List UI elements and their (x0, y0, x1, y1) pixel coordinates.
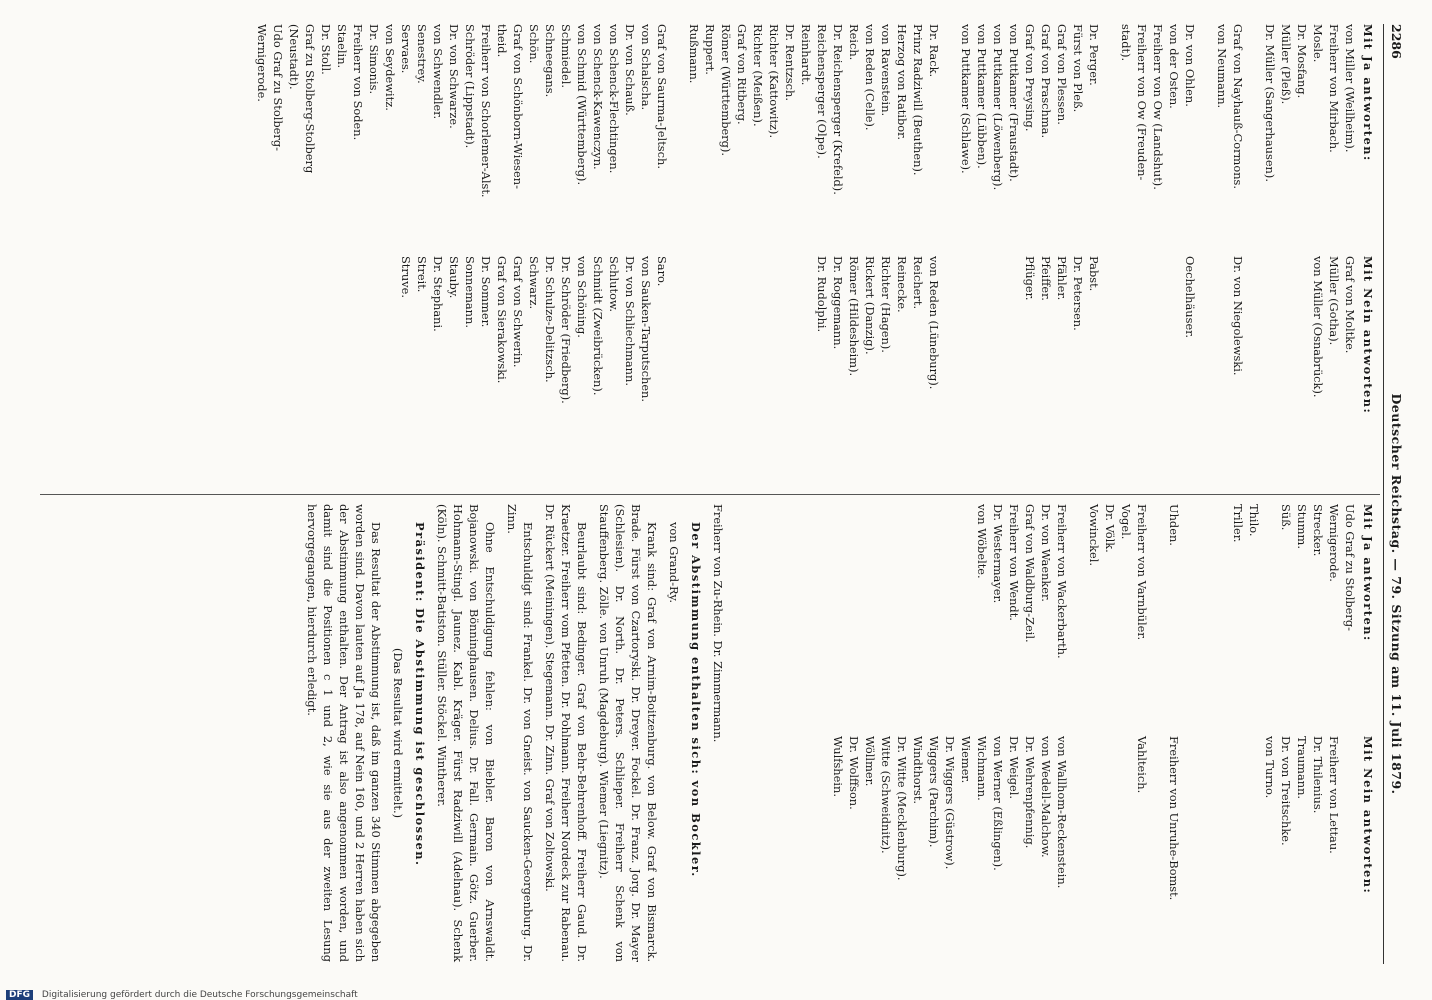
member-entry: Graf von Plessen. (1055, 24, 1069, 125)
member-entry: Richter (Kattowitz). (767, 24, 781, 139)
member-entry: Reinhardt. (799, 24, 813, 86)
list-gap (1102, 24, 1118, 244)
member-entry: Reichensperger (Olpe). (815, 24, 829, 159)
left-yes-list (254, 24, 1376, 244)
member-entry: Wichmann. (975, 736, 989, 801)
member-entry: von Ravenstein. (879, 24, 893, 117)
member-entry: Thilo. (1247, 504, 1261, 537)
list-gap (766, 256, 782, 476)
member-entry: von Sauken-Tarputschen. (639, 256, 653, 403)
member-entry: Dr. Westermayer. (991, 504, 1005, 604)
member-entry: Stauby. (447, 256, 461, 299)
list-gap (1118, 256, 1134, 476)
list-gap (1198, 256, 1214, 476)
list-gap (1150, 256, 1166, 476)
member-entry: Saro. (655, 256, 669, 287)
left-yes-entries (254, 24, 1358, 244)
member-entry: Windthorst. (911, 736, 925, 805)
member-entry: Pabst. (1087, 256, 1101, 292)
member-entry: theid. (495, 24, 509, 58)
member-entry: von Miller (Weilheim). (1343, 24, 1357, 153)
member-entry: Dr. Wehrenpfennig. (1023, 736, 1037, 849)
member-entry: Reich. (847, 24, 861, 61)
member-entry: Freiherr von Lettau. (1327, 736, 1341, 854)
document-page (30, 24, 1410, 964)
member-entry: Dr. von Schauß. (623, 24, 637, 116)
right-yes-list (974, 504, 1376, 724)
member-entry: Uhden. (1167, 504, 1181, 546)
list-gap (1150, 504, 1166, 724)
list-gap (1294, 256, 1310, 476)
member-entry: von Seydewitz. (383, 24, 397, 111)
list-gap (1246, 256, 1262, 476)
section-heading: Präsident: Die Abstimmung ist geschlossen. (413, 522, 427, 867)
running-title: Deutscher Reichstag. — 79. Sitzung am 11. Juli 1879. (1389, 393, 1404, 795)
member-entry: Schlutow. (607, 256, 621, 312)
column-divider (40, 494, 1380, 495)
list-gap (734, 256, 750, 476)
member-entry: von Schöning. (575, 256, 589, 338)
member-entry: Graf von Saurma-Jeltsch. (655, 24, 669, 169)
list-gap (958, 256, 974, 476)
list-gap (942, 256, 958, 476)
member-entry: Dr. Wiggers (Güstrow). (943, 736, 957, 870)
member-entry: Prinz Radziwill (Beuthen). (911, 24, 925, 176)
member-entry: Dr. Witte (Mecklenburg). (895, 736, 909, 881)
list-gap (974, 256, 990, 476)
member-entry: von Werner (Eßlingen). (991, 736, 1005, 871)
list-gap (670, 24, 686, 244)
list-gap (1198, 504, 1214, 724)
member-entry: Graf von Schönborn-Wiesen- (511, 24, 525, 189)
member-entry: Müller (Gotha). (1327, 256, 1341, 346)
member-entry: von Turno. (1263, 736, 1277, 799)
member-entry: Dr. Schulze-Delitzsch. (543, 256, 557, 383)
member-entry: Graf von Nayhauß-Cormons. (1231, 24, 1245, 190)
member-entry: Dr. Weigel. (1007, 736, 1021, 800)
member-entry: Servaes. (399, 24, 413, 74)
member-entry: Dr. Völk. (1103, 504, 1117, 553)
member-entry: Dr. von Schwarze. (447, 24, 461, 129)
member-entry: Streit. (415, 256, 429, 293)
list-gap (1342, 736, 1358, 956)
member-entry: Pflüger. (1023, 256, 1037, 301)
member-entry: von Puttkamer (Lübben). (975, 24, 989, 169)
member-entry: stadt). (1119, 24, 1133, 62)
list-gap (1278, 256, 1294, 476)
member-entry: von Schmid (Württemberg). (575, 24, 589, 186)
member-entry: von Müller (Osnabrück). (1311, 256, 1325, 398)
list-gap (670, 256, 686, 476)
member-entry: Schmiedel. (559, 24, 573, 89)
right-yes-heading: Mit Ja antworten: (1361, 504, 1375, 642)
member-entry: Ruppert. (703, 24, 717, 75)
member-entry: Dr. Müller (Sangerhausen). (1263, 24, 1277, 182)
member-entry: Dr. Petersen. (1071, 256, 1085, 331)
member-entry: Müller (Pleß). (1279, 24, 1293, 105)
list-gap (750, 256, 766, 476)
list-gap (942, 24, 958, 244)
member-entry: Süß. (1279, 504, 1293, 531)
member-entry: Udo Graf zu Stolberg- (271, 24, 285, 151)
member-entry: Dr. Stoll. (319, 24, 333, 75)
member-entry: Dr. Sommer. (479, 256, 493, 328)
member-entry: Schwarz. (527, 256, 541, 310)
member-entry: Pfeiffer. (1039, 256, 1053, 301)
list-gap (798, 256, 814, 476)
member-entry: Staelin. (335, 24, 349, 69)
page-header (1383, 24, 1404, 964)
member-entry: Dr. von Niegolewski. (1231, 256, 1245, 376)
member-entry: Pfähler. (1055, 256, 1069, 301)
list-gap (1182, 736, 1198, 956)
member-entry: Graf von Praschma. (1039, 24, 1053, 139)
member-entry: Vogel. (1119, 504, 1133, 540)
member-entry: Wiemer. (959, 736, 973, 784)
right-yes-entries (974, 504, 1358, 724)
member-entry: Freiherr von Mirbach. (1327, 24, 1341, 153)
member-entry: Römer (Hildesheim). (847, 256, 861, 377)
list-gap (782, 256, 798, 476)
member-entry: Graf von Ritberg. (735, 24, 749, 125)
text-paragraph: Entschuldigt sind: Frankel. Dr. von Gneist. von Saucken-Georgenburg. Dr. Zinn. (505, 504, 535, 962)
member-entry: Dr. von Ohlen. (1183, 24, 1197, 107)
member-entry: Dr. von Waenker. (1039, 504, 1053, 602)
right-no-heading: Mit Nein antworten: (1361, 736, 1375, 895)
member-entry: Wöllmer. (863, 736, 877, 787)
member-entry: Fürst von Pleß. (1071, 24, 1085, 113)
member-entry: Rickert (Danzig). (863, 256, 877, 355)
digitization-credit-text: Digitalisierung gefördert durch die Deutsche Forschungsgemeinschaft (41, 990, 358, 1000)
member-entry: Römer (Württemberg). (719, 24, 733, 157)
digitization-credit (6, 990, 358, 1000)
list-gap (1182, 504, 1198, 724)
text-paragraph: Das Resultat der Abstimmung ist, daß im ganzen 340 Stimmen abgegeben worden sind. Davon lauten auf Ja 178, auf Nein 160, und 2 Herren haben sich der Abstimmung enthalten. Der Antrag ist also angenommen worden, und damit sind die Positionen c 1 und 2, wie sie aus der zweiten Lesung hervorgegangen, hierdurch erledigt. (305, 504, 383, 962)
member-entry: Senestrey. (415, 24, 429, 84)
left-no-list (398, 256, 1376, 476)
member-entry: Freiherr von Wackerbarth. (1055, 504, 1069, 659)
member-entry: von Wallhom-Reckenstein. (1055, 736, 1069, 889)
member-entry: Dr. Roggemann. (831, 256, 845, 350)
text-paragraph: (Das Resultat wird ermittelt.) (391, 647, 405, 819)
list-gap (1214, 504, 1230, 724)
list-gap (1006, 256, 1022, 476)
member-entry: Freiherr von Ow (Landshut). (1151, 24, 1165, 190)
member-entry: Dr. von Schliechmann. (623, 256, 637, 386)
member-entry: Freiherr von Soden. (351, 24, 365, 141)
member-entry: Freiherr von Unruhe-Bomst. (1167, 736, 1181, 901)
list-gap (1262, 256, 1278, 476)
member-entry: von Reden (Celle). (863, 24, 877, 131)
text-paragraph: von Grand-Ry. (667, 522, 681, 603)
list-gap (1118, 736, 1134, 956)
member-entry: Schmidt (Zweibrücken). (591, 256, 605, 396)
member-entry: Freiherr von Ow (Freuden- (1135, 24, 1149, 181)
member-entry: Dr. von Treitschke. (1279, 736, 1293, 846)
member-entry: von Reden (Lüneburg). (927, 256, 941, 390)
member-entry: Reichert. (911, 256, 925, 310)
member-entry: Graf von Preysing. (1023, 24, 1037, 132)
member-entry: von Schalscha. (639, 24, 653, 111)
list-gap (1134, 256, 1150, 476)
list-gap (1214, 736, 1230, 956)
text-paragraph: Beurlaubt sind: Bedinger. Graf von Behr-Behrenhoff. Freiherr Gaud. Dr. Kraetzer. Freiherr vom Pfetten. Dr. Pohlmann. Freiherr Nordeck zur Rabenau. Dr. Rückert (Meiningen). Stegemann. Dr. Zinn. Graf von Zoltowski. (543, 504, 589, 962)
text-paragraph: Freiherr von Zu-Rhein. Dr. Zimmermann. (711, 504, 725, 743)
left-no-entries (398, 256, 1358, 476)
list-gap (1070, 504, 1086, 724)
member-entry: von Puttkamer (Schlawe). (959, 24, 973, 174)
member-entry: Wulfshein. (831, 736, 845, 797)
section-heading: Der Abstimmung enthalten sich: von Bockler. (689, 522, 703, 878)
member-entry: von Schenck-Flechtingen. (607, 24, 621, 174)
list-gap (990, 256, 1006, 476)
member-entry: von Puttkamer (Löwenberg). (991, 24, 1005, 191)
member-entry: Strecker. (1311, 504, 1325, 557)
member-entry: Oechelhäuser. (1183, 256, 1197, 339)
member-entry: Dr. Rudolphi. (815, 256, 829, 333)
member-entry: Freiherr von Schorlemer-Alst. (479, 24, 493, 198)
member-entry: von Wöbelte. (975, 504, 989, 579)
list-gap (718, 256, 734, 476)
member-entry: Dr. Simonis. (367, 24, 381, 95)
left-yes-heading: Mit Ja antworten: (1361, 24, 1375, 162)
list-gap (1246, 736, 1262, 956)
member-entry: Graf von Schwerin. (511, 256, 525, 368)
member-entry: Schön. (527, 24, 541, 64)
list-gap (1070, 736, 1086, 956)
member-entry: von Puttkamer (Fraustadt). (1007, 24, 1021, 182)
list-gap (1198, 24, 1214, 244)
member-entry: Dr. Schröder (Friedberg). (559, 256, 573, 404)
list-gap (686, 256, 702, 476)
list-gap (1102, 736, 1118, 956)
dfg-logo: DFG (6, 990, 33, 1000)
member-entry: Schröder (Lippstadt). (463, 24, 477, 149)
member-entry: Dr. Reichensperger (Krefeld). (831, 24, 845, 195)
left-no-heading: Mit Nein antworten: (1361, 256, 1375, 415)
member-entry: Dr. Perger. (1087, 24, 1101, 86)
member-entry: von der Osten. (1167, 24, 1181, 109)
member-entry: Dr. Stephani. (431, 256, 445, 332)
list-gap (1166, 256, 1182, 476)
page-number: 2286 (1389, 24, 1404, 59)
member-entry: Udo Graf zu Stolberg- (1343, 504, 1357, 631)
member-entry: Vowinckel. (1087, 504, 1101, 567)
member-entry: Rußmann. (687, 24, 701, 84)
member-entry: Graf von Moltke. (1343, 256, 1357, 354)
list-gap (1246, 24, 1262, 244)
member-entry: Schneegans. (543, 24, 557, 98)
member-entry: Stumm. (1295, 504, 1309, 549)
right-no-entries (830, 736, 1358, 956)
member-entry: Mosle. (1311, 24, 1325, 63)
member-entry: Wiggers (Parchim). (927, 736, 941, 848)
member-entry: Graf von Waldburg-Zeil. (1023, 504, 1037, 643)
member-entry: Wernigerode. (1327, 504, 1341, 582)
proceedings-text (298, 504, 726, 962)
member-entry: Wernigerode. (255, 24, 269, 102)
text-paragraph: Krank sind: Graf von Arnim-Boitzenburg. von Below. Graf von Bismarck. Brade. Fürst von Czartoryski. Dr. Dreyer. Fockel. Dr. Franz. Jorg. Dr. Mayer (Schlesien). Dr. North. Dr. Peters. Schlieper. Freiherr Schenk von Stauffenberg. Zölle. von Unruh (Magdeburg). Wiemer (Liegnitz). (597, 504, 659, 962)
member-entry: Witte (Schweidnitz). (879, 736, 893, 854)
list-gap (1230, 736, 1246, 956)
member-entry: Herzog von Ratibor. (895, 24, 909, 140)
member-entry: Freiherr von Wendt. (1007, 504, 1021, 621)
member-entry: Dr. Rack. (927, 24, 941, 78)
list-gap (702, 256, 718, 476)
list-gap (1198, 736, 1214, 956)
member-entry: Triller. (1231, 504, 1245, 543)
member-entry: Struve. (399, 256, 413, 298)
member-entry: Dr. Wolffson. (847, 736, 861, 810)
member-entry: von Neumann. (1215, 24, 1229, 109)
list-gap (1214, 256, 1230, 476)
list-gap (1262, 504, 1278, 724)
member-entry: Vahlteich. (1135, 736, 1149, 794)
member-entry: Freiherr von Varnbüler. (1135, 504, 1149, 641)
member-entry: Richter (Hagen). (879, 256, 893, 353)
member-entry: (Neustadt). (287, 24, 301, 90)
list-gap (1086, 736, 1102, 956)
member-entry: Reinecke. (895, 256, 909, 313)
right-no-list (830, 736, 1376, 956)
member-entry: von Schenck-Kawenczyn. (591, 24, 605, 170)
text-paragraph: Ohne Entschuldigung fehlen: von Biebler. Baron von Arnswaldt. Bojanowski. von Bönninghausen. Delius. Dr. Fall. Germain. Götz. Guerber. Hohmann-Stingl. Jaunez. Kabl. Kräger. Fürst Radziwill (Adelnau). Schenk (Köln). Schmitt-Batiston. Stüller. Stöckel. Wintherer. (435, 504, 497, 962)
member-entry: Graf von Sierakowski. (495, 256, 509, 384)
member-entry: Dr. Mosfang. (1295, 24, 1309, 99)
member-entry: Traumann. (1295, 736, 1309, 800)
member-entry: Dr. Thilenius. (1311, 736, 1325, 814)
member-entry: von Schwendler. (431, 24, 445, 120)
list-gap (1102, 256, 1118, 476)
member-entry: von Wedell-Malchow. (1039, 736, 1053, 858)
member-entry: Dr. Rentzsch. (783, 24, 797, 101)
list-gap (1150, 736, 1166, 956)
member-entry: Graf zu Stolberg-Stolberg (303, 24, 317, 174)
member-entry: Richter (Meißen). (751, 24, 765, 127)
member-entry: Sonnemann. (463, 256, 477, 328)
